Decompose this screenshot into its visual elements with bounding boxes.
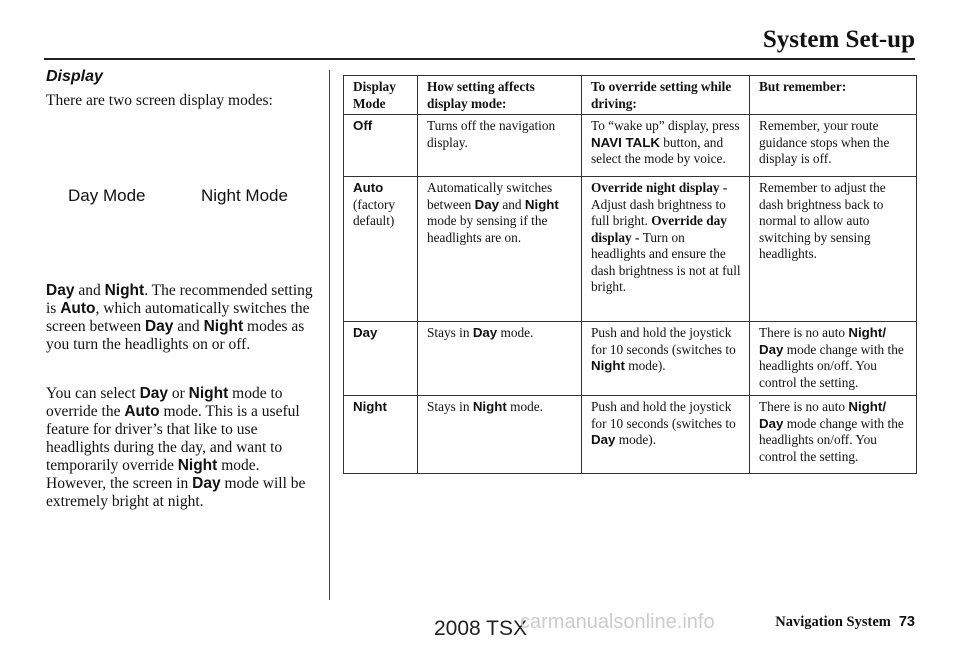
page-footer: Navigation System 73 — [775, 614, 915, 630]
intro-text: There are two screen display modes: — [46, 92, 273, 109]
table-row-day — [344, 322, 917, 396]
cell-remember: Remember to adjust the dash brightness back to normal to allow auto switching by sensing headlights. — [750, 177, 917, 322]
paragraph-2: You can select Day or Night mode to override the Auto mode. This is a useful feature for driver’s that like to use headlights during the day, and want to temporarily override Night mode. However, the screen in Day mode will be extremely bright at night. — [46, 385, 306, 510]
section-title: Display — [46, 68, 103, 85]
cell-how: Automatically switches between Day and Night mode by sensing if the headlights are on. — [418, 177, 582, 322]
page-header: System Set-up — [762, 26, 915, 53]
display-mode-table — [343, 75, 917, 474]
cell-override: To “wake up” display, press NAVI TALK button, and select the mode by voice. — [582, 115, 750, 177]
header-override: To override setting while driving: — [582, 76, 750, 115]
cell-remember: There is no auto Night/ Day mode change with the headlights on/off. You control the setting. — [750, 322, 917, 396]
table-row-off — [344, 115, 917, 177]
cell-mode: Off — [344, 115, 418, 177]
header-display-mode: Display Mode — [344, 76, 418, 115]
site-watermark: carmanualsonline.info — [520, 611, 715, 633]
header-remember: But remember: — [750, 76, 917, 115]
header-rule — [44, 58, 915, 60]
table-row-night — [344, 396, 917, 474]
model-watermark: 2008 TSX — [434, 617, 528, 640]
cell-how: Stays in Night mode. — [418, 396, 582, 474]
header-how-setting: How setting affects display mode: — [418, 76, 582, 115]
page-number: 73 — [898, 614, 915, 630]
paragraph-1: Day and Night. The recommended setting is Auto, which automatically switches the screen between Day and Night modes as you turn the headlights on or off. — [46, 282, 313, 353]
cell-mode: Night — [344, 396, 418, 474]
table-row-auto — [344, 177, 917, 322]
cell-remember: Remember, your route guidance stops when the display is off. — [750, 115, 917, 177]
cell-override: Override night display - Adjust dash brightness to full bright. Override day display - Turn on headlights and ensure the dash brightness is not at full bright. — [582, 177, 750, 322]
cell-how: Turns off the navigation display. — [418, 115, 582, 177]
column-divider — [329, 70, 330, 600]
cell-how: Stays in Day mode. — [418, 322, 582, 396]
cell-override: Push and hold the joystick for 10 seconds (switches to Day mode). — [582, 396, 750, 474]
cell-override: Push and hold the joystick for 10 seconds (switches to Night mode). — [582, 322, 750, 396]
cell-mode: Auto (factory default) — [344, 177, 418, 322]
table-header-row — [344, 76, 917, 115]
cell-remember: There is no auto Night/ Day mode change with the headlights on/off. You control the setting. — [750, 396, 917, 474]
day-mode-label: Day Mode — [68, 186, 146, 205]
night-mode-label: Night Mode — [201, 186, 288, 205]
cell-mode: Day — [344, 322, 418, 396]
